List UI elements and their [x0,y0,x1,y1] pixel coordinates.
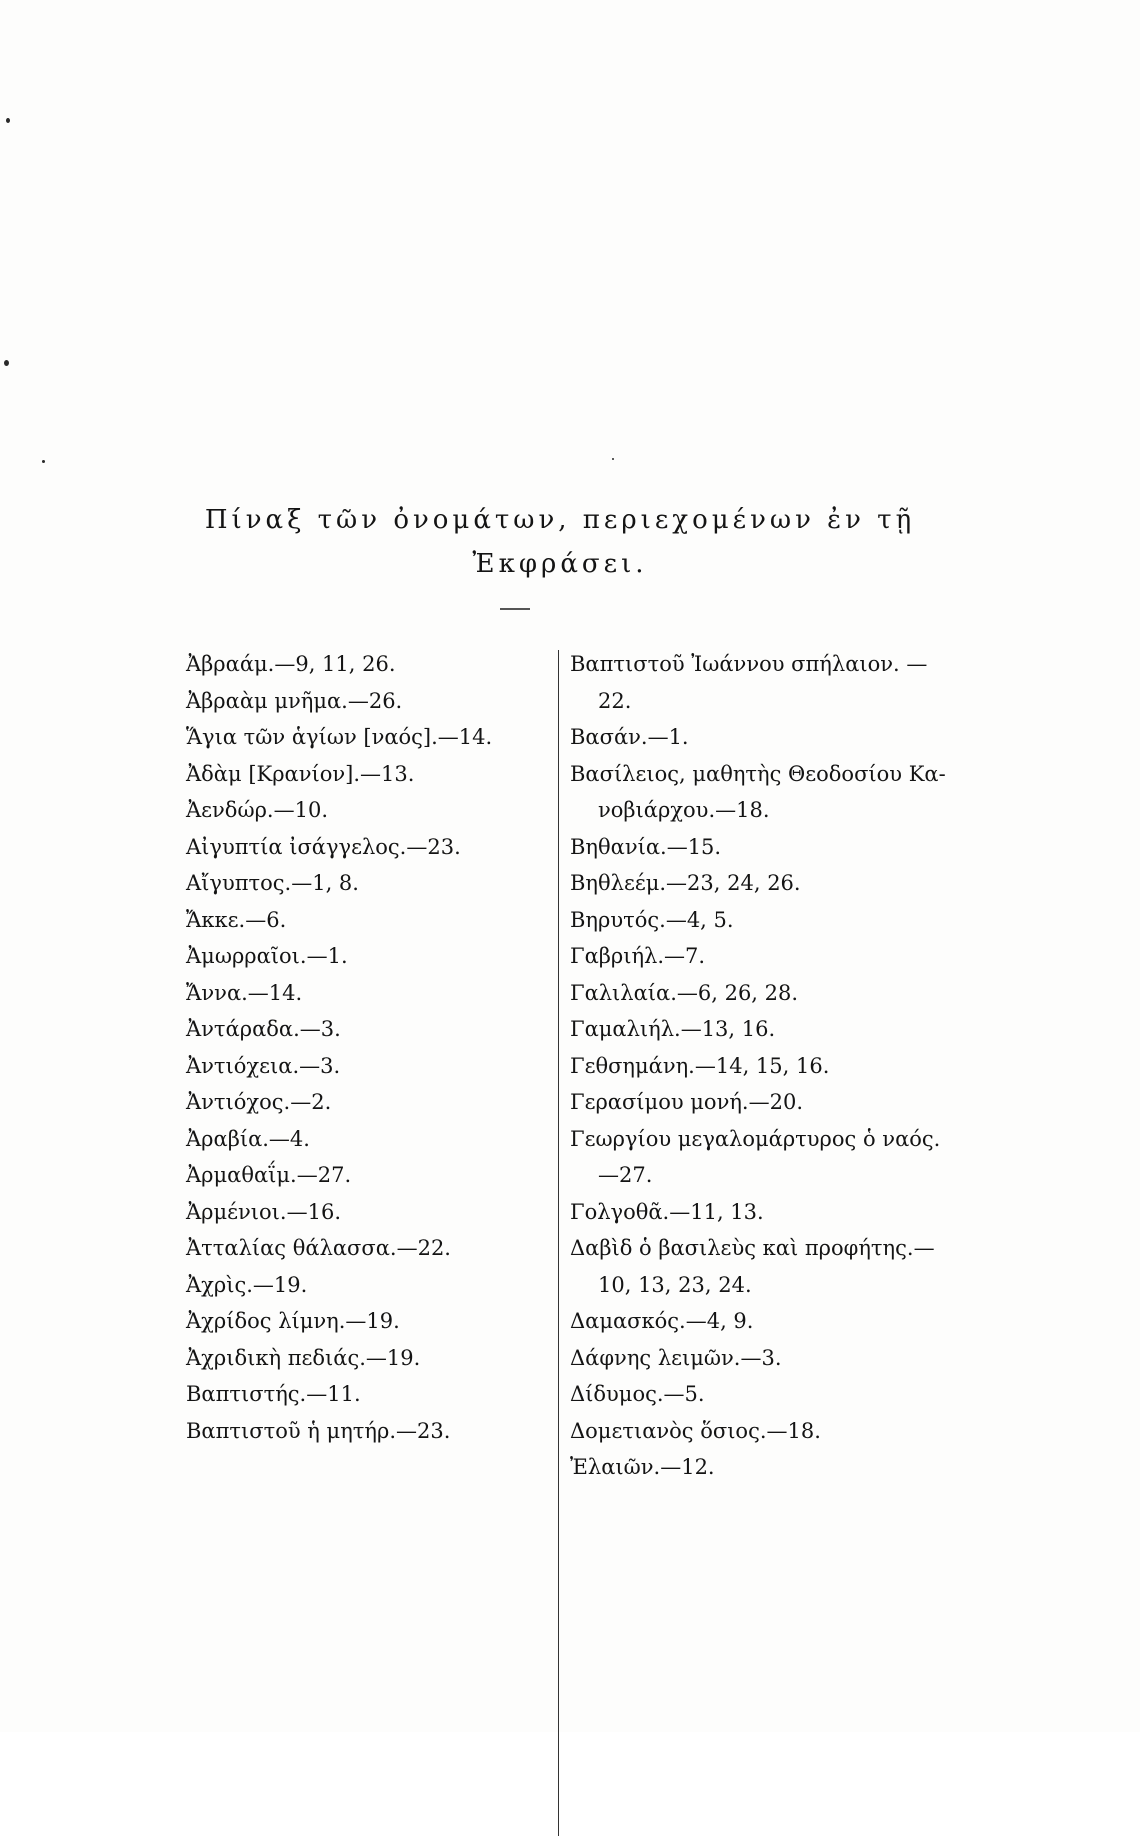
index-entry: Ἀδὰμ [Κρανίον].—13. [186,761,415,786]
index-entry: Βηθανία.—15. [570,834,722,859]
heading-rule [500,608,530,610]
scan-speck [42,460,45,463]
index-entry: Δαβὶδ ὁ βασιλεὺς καὶ προφήτης.— [570,1236,935,1260]
index-entry: Δίδυμος.—5. [570,1382,705,1406]
index-right-column [570,646,970,1486]
index-entry: Ἀχριδικὴ πεδιάς.—19. [186,1345,421,1370]
index-entry: Βασίλειος, μαθητὴς Θεοδοσίου Κα- [570,761,946,786]
index-entry: Ἀχρίδος λίμνη.—19. [186,1309,400,1333]
index-entry: Ἀντάραδα.—3. [186,1017,341,1041]
index-entry-continuation: 22. [598,688,632,713]
index-entry: Βηθλεέμ.—23, 24, 26. [570,871,801,895]
index-entry: Ἀντιόχος.—2. [186,1090,332,1114]
column-divider [558,650,559,1836]
index-entry: Ἀβραὰμ μνῆμα.—26. [186,688,403,713]
index-entry: Γαβριήλ.—7. [570,944,706,968]
index-entry: Βαπτιστοῦ ἡ μητήρ.—23. [186,1418,451,1443]
index-entry: Γαμαλιήλ.—13, 16. [570,1017,776,1041]
scan-speck [612,458,614,460]
index-entry: Ἀμωρραῖοι.—1. [186,944,348,968]
index-entry: Ἀραβία.—4. [186,1126,310,1151]
scan-speck [6,118,10,123]
index-entry: Δαμασκός.—4, 9. [570,1309,754,1333]
index-entry: Βηρυτός.—4, 5. [570,907,734,932]
index-entry-continuation: —27. [598,1163,653,1187]
scan-speck [4,360,9,366]
index-entry: Ἀρμένιοι.—16. [186,1199,341,1224]
index-entry: Ἀχρὶς.—19. [186,1272,308,1297]
index-entry: Ἅγια τῶν ἁγίων [ναός].—14. [186,725,493,749]
index-entry: Ἀενδώρ.—10. [186,798,328,822]
index-left-column [186,646,551,1449]
index-entry: Βαπτιστοῦ Ἰωάννου σπήλαιον. — [570,652,928,676]
index-entry: Δομετιανὸς ὅσιος.—18. [570,1418,821,1443]
index-entry: Αἰγυπτία ἰσάγγελος.—23. [186,834,461,859]
index-entry: Δάφνης λειμῶν.—3. [570,1345,782,1370]
index-entry: Γαλιλαία.—6, 26, 28. [570,980,799,1005]
index-entry: Γερασίμου μονή.—20. [570,1090,803,1114]
index-entry: Βαπτιστής.—11. [186,1382,361,1406]
index-entry: Ἀρμαθαΐμ.—27. [186,1163,352,1187]
index-entry: Ἐλαιῶν.—12. [570,1455,715,1479]
index-entry: Ἄκκε.—6. [186,907,287,932]
index-entry: Ἄννα.—14. [186,980,303,1005]
index-entry-continuation: νοβιάρχου.—18. [598,798,770,822]
index-entry: Γεθσημάνη.—14, 15, 16. [570,1053,830,1078]
index-entry: Γεωργίου μεγαλομάρτυρος ὁ ναός. [570,1126,941,1151]
index-entry: Ἀβραάμ.—9, 11, 26. [186,652,396,676]
index-entry: Ἀντιόχεια.—3. [186,1053,341,1078]
index-entry: Αἴγυπτος.—1, 8. [186,871,359,895]
index-heading [180,498,940,586]
index-entry: Γολγοθᾶ.—11, 13. [570,1199,764,1224]
index-entry: Ἀτταλίας θάλασσα.—22. [186,1236,451,1260]
index-entry-continuation: 10, 13, 23, 24. [598,1272,752,1297]
index-entry: Βασάν.—1. [570,725,689,749]
heading-line-2: Ἐκφράσει. [472,549,648,579]
heading-line-1: Πίναξ τῶν ὀνομάτων, περιεχομένων ἐν τῇ [204,505,916,535]
